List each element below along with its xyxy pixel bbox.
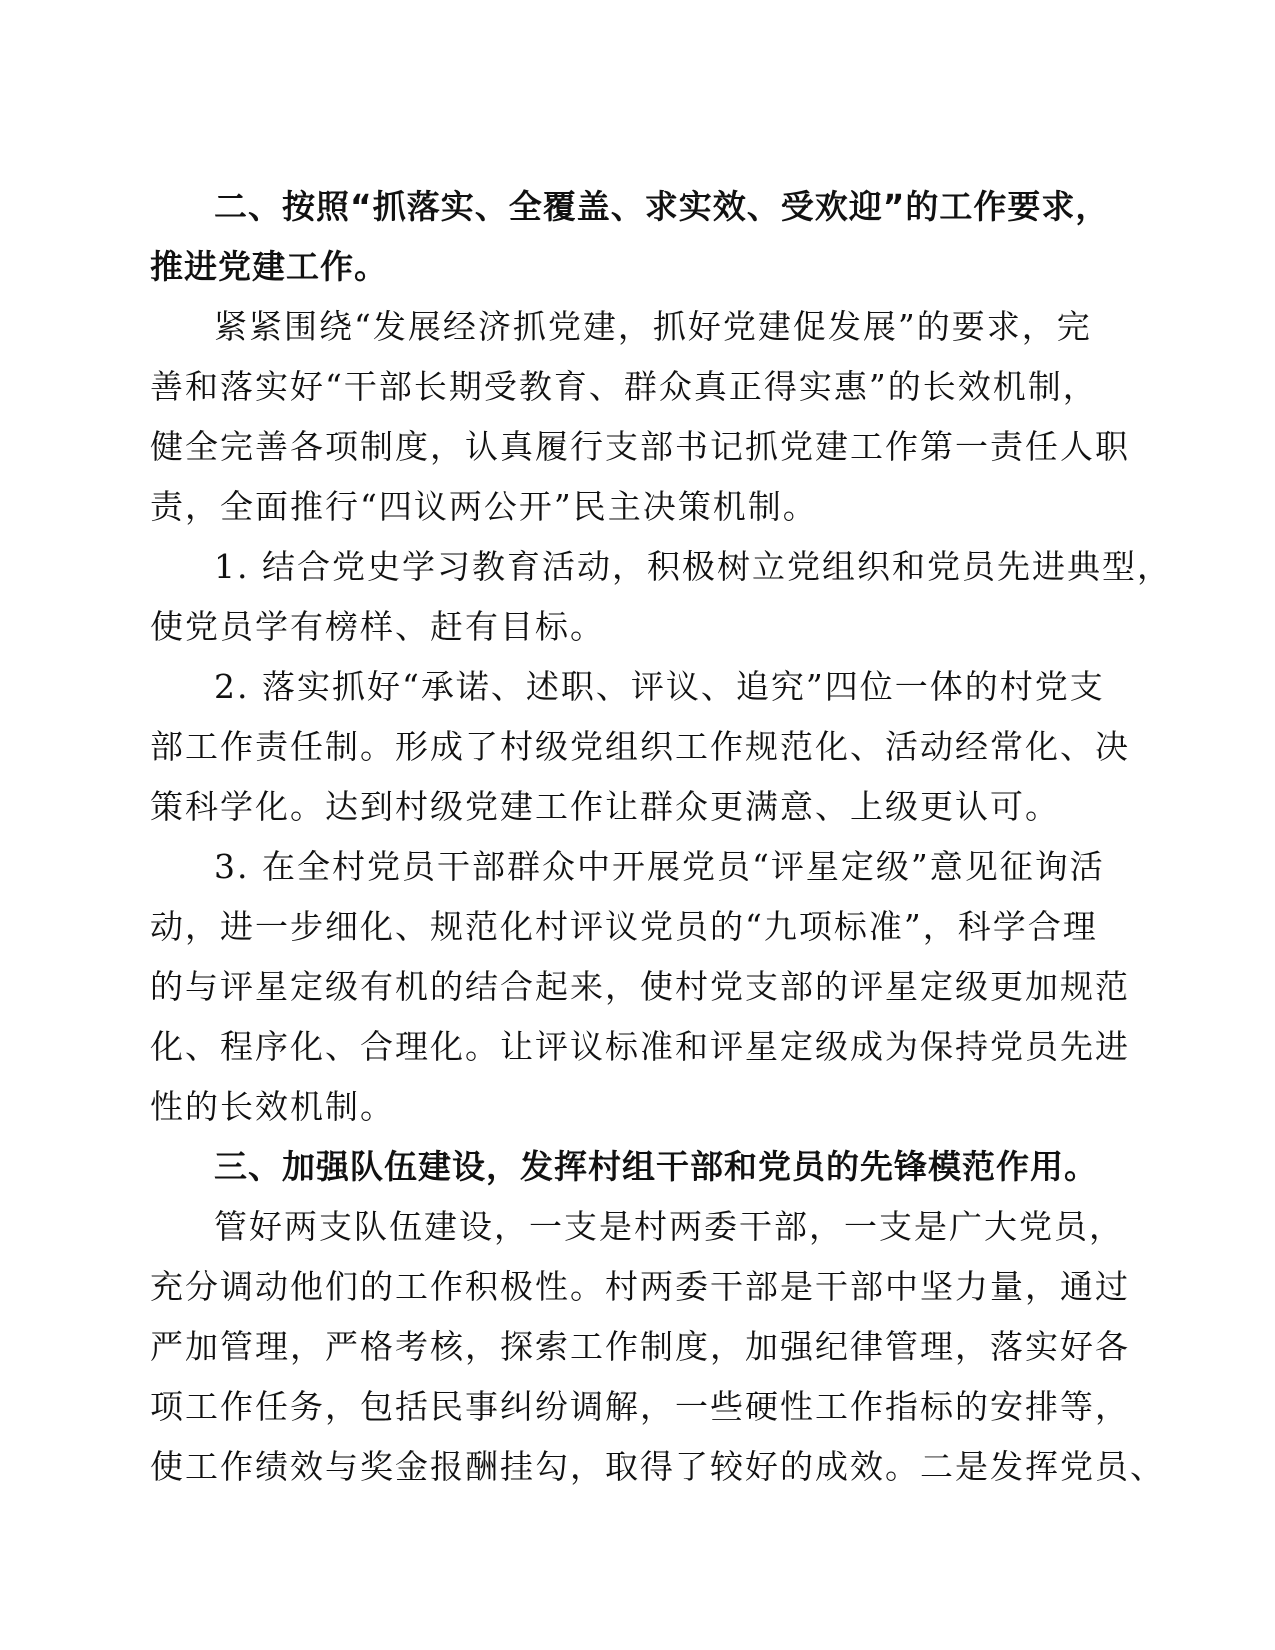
paragraph-line: 使党员学有榜样、赶有目标。 — [150, 607, 605, 646]
paragraph-line: 严加管理，严格考核，探索工作制度，加强纪律管理，落实好各 — [150, 1327, 1130, 1366]
paragraph-line: 紧紧围绕“发展经济抓党建，抓好党建促发展”的要求，完 — [214, 307, 1092, 346]
paragraph-line: 性的长效机制。 — [150, 1087, 395, 1126]
paragraph-line: 动，进一步细化、规范化村评议党员的“九项标准”，科学合理 — [150, 907, 1098, 946]
heading-line: 三、加强队伍建设，发挥村组干部和党员的先锋模范作用。 — [214, 1147, 1098, 1186]
paragraph-line: 3. 在全村党员干部群众中开展党员“评星定级”意见征询活 — [214, 847, 1105, 886]
paragraph-line: 使工作绩效与奖金报酬挂勾，取得了较好的成效。二是发挥党员、 — [150, 1447, 1165, 1486]
list-item-3 — [150, 837, 1130, 1137]
section-3-paragraph — [150, 1197, 1165, 1497]
paragraph-line: 2. 落实抓好“承诺、述职、评议、追究”四位一体的村党支 — [214, 667, 1105, 706]
heading-line: 二、按照“抓落实、全覆盖、求实效、受欢迎”的工作要求， — [214, 187, 1110, 226]
paragraph-line: 健全完善各项制度，认真履行支部书记抓党建工作第一责任人职 — [150, 427, 1130, 466]
paragraph-line: 管好两支队伍建设，一支是村两委干部，一支是广大党员， — [214, 1207, 1124, 1246]
heading-line: 推进党建工作。 — [150, 247, 388, 286]
paragraph-line: 部工作责任制。形成了村级党组织工作规范化、活动经常化、决 — [150, 727, 1130, 766]
paragraph-line: 项工作任务，包括民事纠纷调解，一些硬性工作指标的安排等， — [150, 1387, 1130, 1426]
paragraph-line: 化、程序化、合理化。让评议标准和评星定级成为保持党员先进 — [150, 1027, 1130, 1066]
list-item-1 — [150, 537, 1172, 657]
paragraph-line: 充分调动他们的工作积极性。村两委干部是干部中坚力量，通过 — [150, 1267, 1130, 1306]
section-2-heading — [150, 177, 1110, 297]
paragraph-line: 善和落实好“干部长期受教育、群众真正得实惠”的长效机制， — [150, 367, 1098, 406]
paragraph-line: 责，全面推行“四议两公开”民主决策机制。 — [150, 487, 818, 526]
list-item-2 — [150, 657, 1130, 837]
paragraph-line: 策科学化。达到村级党建工作让群众更满意、上级更认可。 — [150, 787, 1060, 826]
section-3-heading — [150, 1137, 1098, 1197]
paragraph-line: 1. 结合党史学习教育活动，积极树立党组织和党员先进典型， — [214, 547, 1172, 586]
intro-paragraph — [150, 297, 1130, 537]
paragraph-line: 的与评星定级有机的结合起来，使村党支部的评星定级更加规范 — [150, 967, 1130, 1006]
document-body — [150, 177, 1172, 1497]
